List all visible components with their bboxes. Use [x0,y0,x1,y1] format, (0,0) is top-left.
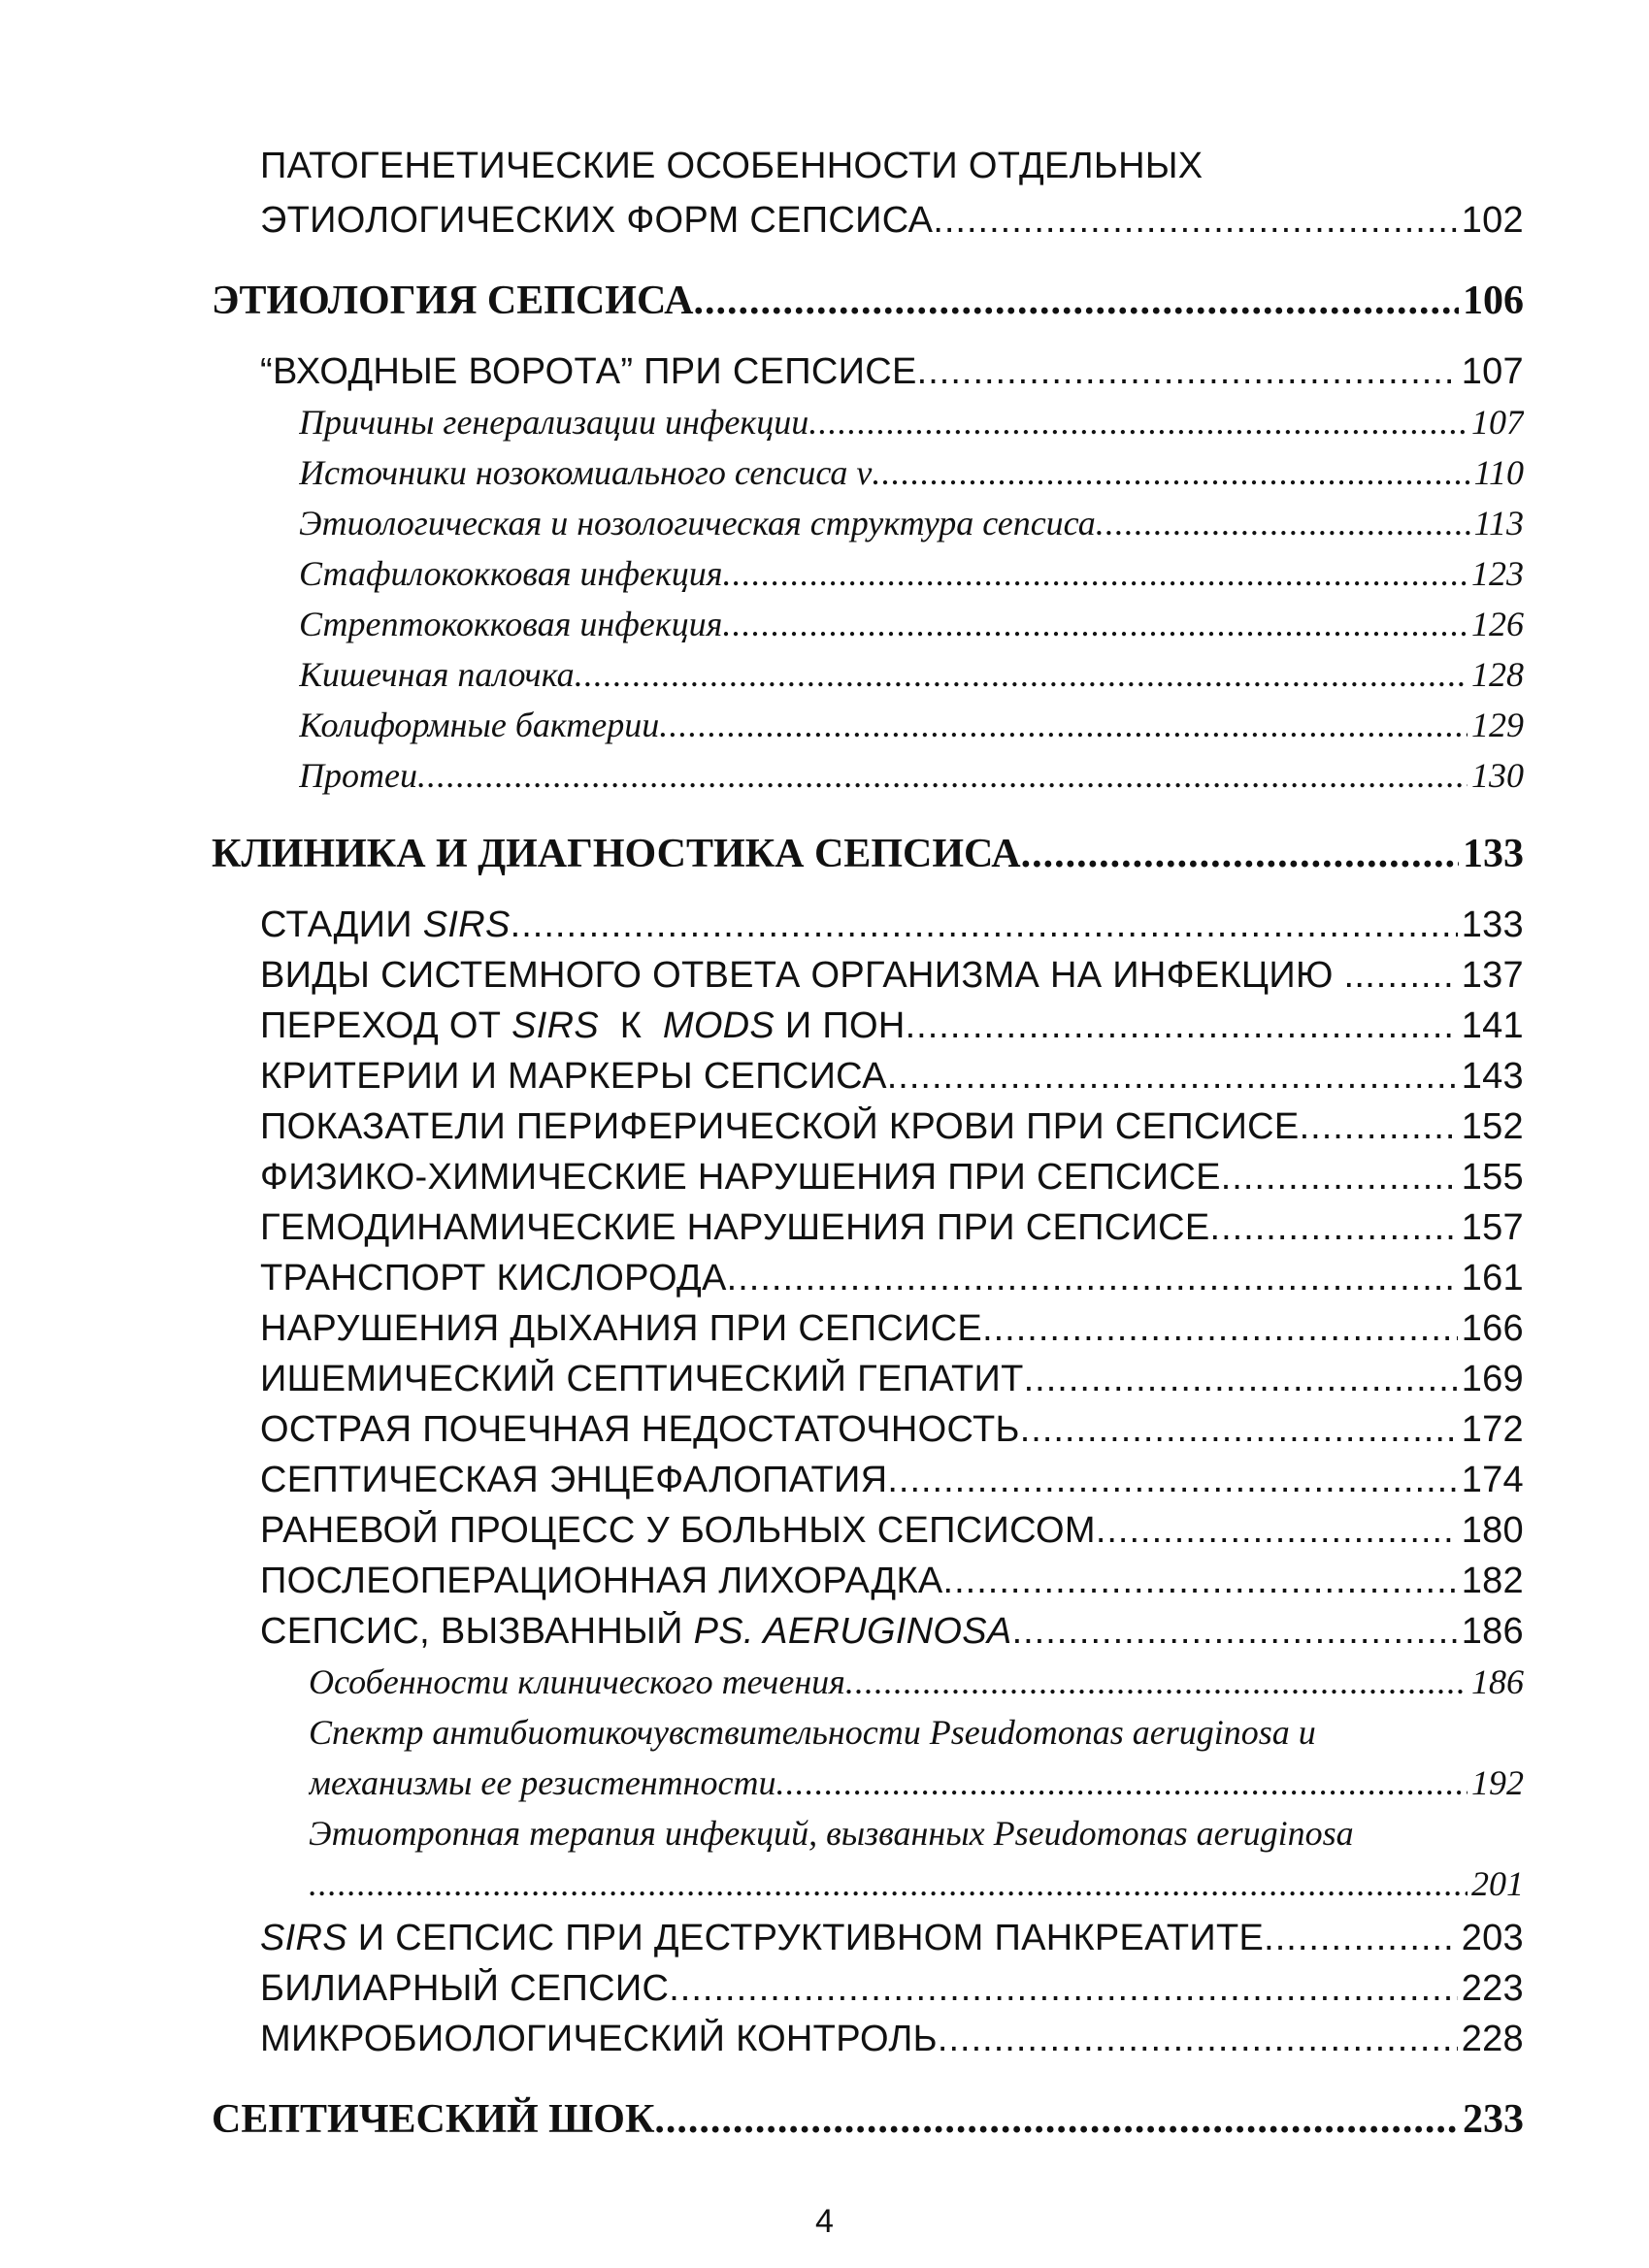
leader-dots [906,1005,1458,1047]
leader-dots [669,1968,1457,2010]
toc-page-number: 166 [1461,1308,1524,1349]
leader-dots [982,1308,1458,1350]
toc-subentry[interactable] [299,452,1524,493]
leader-dots [943,1561,1458,1602]
leader-dots [1024,1359,1458,1400]
toc-chapter-title: СЕПТИЧЕСКИЙ ШОК [212,2097,655,2142]
toc-chapter[interactable] [212,2096,1524,2143]
leader-dots [659,705,1468,745]
toc-subentry-title: Источники нозокомиального сепсиса v [299,453,873,492]
toc-entry[interactable] [260,1056,1524,1098]
toc-chapter[interactable] [212,831,1524,877]
leader-dots [694,278,1459,324]
toc-subentry-title: Стафилококковая инфекция [299,554,723,593]
toc-page-number: 203 [1461,1918,1524,1958]
toc-subentry-title: Причины генерализации инфекции [299,403,809,442]
toc-page-number: 155 [1461,1157,1524,1198]
leader-dots [808,402,1468,443]
toc-entry[interactable] [260,1308,1524,1350]
toc-subentry-line: Спектр антибиотикочувствительности Pseudomonas aeruginosa и [309,1713,1316,1752]
toc-entry-title: НАРУШЕНИЯ ДЫХАНИЯ ПРИ СЕПСИСЕ [260,1308,983,1349]
toc-entry-title: РАНЕВОЙ ПРОЦЕСС У БОЛЬНЫХ СЕПСИСОМ [260,1510,1096,1551]
toc-entry[interactable] [260,1258,1524,1299]
toc-subentry-title: Стрептококковая инфекция [299,605,723,643]
toc-page-number: 107 [1471,403,1524,442]
toc-entry-title: ТРАНСПОРТ КИСЛОРОДА [260,1258,727,1298]
leader-dots [575,654,1468,695]
toc-page-number: 157 [1461,1207,1524,1248]
toc-entry-title [260,1005,906,1047]
toc-entry-line: ПАТОГЕНЕТИЧЕСКИЕ ОСОБЕННОСТИ ОТДЕЛЬНЫХ [260,146,1204,186]
toc-chapter-title: ЭТИОЛОГИЯ СЕПСИСА [212,279,694,323]
toc-entry-title [260,1611,1012,1653]
toc-page-number: 152 [1461,1106,1524,1147]
toc-page-number: 126 [1471,605,1524,643]
toc-subentry-title: Кишечная палочка [299,655,575,694]
toc-page-number: 172 [1461,1409,1524,1450]
toc-chapter[interactable] [212,278,1524,324]
title-part-italic: SIRS [511,1005,599,1046]
toc-page-number: 107 [1461,351,1524,392]
leader-dots [1365,955,1457,997]
toc-page-number: 128 [1471,655,1524,694]
leader-dots [1096,1510,1458,1552]
title-part: И СЕПСИС ПРИ ДЕСТРУКТИВНОМ ПАНКРЕАТИТЕ [346,1918,1265,1958]
toc-entry[interactable] [260,1918,1524,1959]
toc-entry-title: ИШЕМИЧЕСКИЙ СЕПТИЧЕСКИЙ ГЕПАТИТ [260,1359,1024,1399]
toc-subentry[interactable] [309,1661,1524,1702]
toc-page-number: 141 [1461,1005,1524,1046]
toc-subentry-title: Протеи [299,756,417,795]
toc-entry[interactable] [260,1510,1524,1552]
toc-entry-title: ЭТИОЛОГИЧЕСКИХ ФОРМ СЕПСИСА [260,200,934,241]
toc-entry[interactable] [260,1409,1524,1451]
title-part: ПЕРЕХОД ОТ [260,1005,512,1046]
toc-subentry[interactable] [299,604,1524,644]
leader-dots [1021,831,1459,877]
leader-dots [417,755,1468,796]
toc-page-number: 186 [1471,1662,1524,1701]
title-part-italic: SIRS [260,1918,347,1958]
title-part: И ПОН [775,1005,906,1046]
toc-entry[interactable] [260,904,1524,946]
leader-dots [511,904,1458,946]
toc-page-number: 129 [1471,706,1524,744]
leader-dots [776,1762,1468,1803]
toc-entry-title: ПОКАЗАТЕЛИ ПЕРИФЕРИЧЕСКОЙ КРОВИ ПРИ СЕПСИСЕ [260,1106,1300,1147]
toc-entry-title: ФИЗИКО-ХИМИЧЕСКИЕ НАРУШЕНИЯ ПРИ СЕПСИСЕ [260,1157,1221,1198]
toc-subentry[interactable] [299,553,1524,594]
toc-page-number: 102 [1461,200,1524,241]
toc-page-number: 169 [1461,1359,1524,1399]
toc-chapter-title: КЛИНИКА И ДИАГНОСТИКА СЕПСИСА [212,832,1021,876]
toc-entry[interactable] [260,1561,1524,1602]
title-part: СТАДИИ [260,904,423,945]
title-part-italic: SIRS [422,904,511,945]
toc-page-number: 180 [1461,1510,1524,1551]
toc-entry[interactable] [260,1106,1524,1148]
toc-entry-title: СЕПТИЧЕСКАЯ ЭНЦЕФАЛОПАТИЯ [260,1460,888,1500]
toc-entry-title [260,1918,1264,1959]
toc-page-number: 106 [1463,279,1524,323]
toc-entry[interactable] [260,1460,1524,1501]
toc-entry[interactable] [260,2019,1524,2060]
toc-page-number: 133 [1461,904,1524,945]
toc-page-number: 123 [1471,554,1524,593]
leader-dots [845,1661,1468,1702]
toc-subentry[interactable] [299,503,1524,543]
leader-dots [1210,1207,1458,1249]
toc-subentry-title: Особенности клинического течения [309,1662,845,1701]
toc-entry[interactable] [260,1359,1524,1400]
toc-entry-title: ВИДЫ СИСТЕМНОГО ОТВЕТА ОРГАНИЗМА НА ИНФЕКЦИЮ .. [260,955,1366,996]
toc-subentry[interactable] [299,755,1524,796]
toc-subentry-title: механизмы ее резистентности [309,1763,776,1802]
title-part-italic: MODS [662,1005,775,1046]
leader-dots [933,200,1457,242]
toc-subentry-title: Колиформные бактерии [299,706,660,744]
toc-page-number: 143 [1461,1056,1524,1097]
toc-subentry-title: Этиологическая и нозологическая структура сепсиса [299,504,1096,542]
toc-page-number: 110 [1473,453,1524,492]
leader-dots [1221,1157,1458,1199]
leader-dots [887,1460,1457,1501]
toc-entry[interactable] [260,1005,1524,1047]
toc-entry-title: ПОСЛЕОПЕРАЦИОННАЯ ЛИХОРАДКА [260,1561,943,1601]
toc-page-number: 174 [1461,1460,1524,1500]
leader-dots [1096,503,1470,543]
leader-dots [887,1056,1458,1098]
toc-page-number: 192 [1471,1763,1524,1802]
title-part: СЕПСИС, ВЫЗВАННЫЙ [260,1611,694,1652]
toc-subentry[interactable] [299,654,1524,695]
toc-page-number: 113 [1473,504,1524,542]
toc-entry-title: БИЛИАРНЫЙ СЕПСИС [260,1968,670,2009]
toc-page-number: 233 [1463,2097,1524,2142]
toc-subentry[interactable] [299,402,1524,443]
leader-dots [309,1863,1468,1904]
leader-dots [1264,1918,1458,1959]
leader-dots [722,604,1468,644]
leader-dots [872,452,1469,493]
toc-entry[interactable] [260,955,1524,997]
toc-entry[interactable] [260,1207,1524,1249]
toc-subentry[interactable] [309,1762,1524,1803]
leader-dots [1012,1611,1458,1653]
toc-subentry[interactable] [299,705,1524,745]
toc-page-number: 161 [1461,1258,1524,1298]
leader-dots [917,351,1458,393]
toc-page-number: 223 [1461,1968,1524,2009]
toc-subentry-line: Этиотропная терапия инфекций, вызванных Pseudomonas aeruginosa [309,1814,1354,1853]
toc-page-number: 130 [1471,756,1524,795]
toc-entry-title [260,904,511,946]
toc-entry-title: “ВХОДНЫЕ ВОРОТА” ПРИ СЕПСИСЕ [260,351,917,392]
leader-dots [938,2019,1458,2060]
leader-dots [727,1258,1458,1299]
leader-dots [723,553,1468,594]
toc-subentry[interactable] [309,1863,1524,1904]
leader-dots [654,2096,1459,2143]
toc-entry[interactable] [260,200,1524,242]
title-part: К [598,1005,663,1046]
leader-dots [1300,1106,1458,1148]
toc-entry-title: ОСТРАЯ ПОЧЕЧНАЯ НЕДОСТАТОЧНОСТЬ [260,1409,1020,1450]
toc-page-number: 201 [1471,1864,1524,1903]
toc-entry-title: МИКРОБИОЛОГИЧЕСКИЙ КОНТРОЛЬ [260,2019,938,2059]
toc-page-number: 228 [1461,2019,1524,2059]
leader-dots [1020,1409,1458,1451]
toc-entry[interactable] [260,351,1524,393]
toc-page-number: 133 [1463,832,1524,876]
toc-page-number: 137 [1461,955,1524,996]
toc-page-number: 182 [1461,1561,1524,1601]
toc-entry-title: КРИТЕРИИ И МАРКЕРЫ СЕПСИСА [260,1056,887,1097]
toc-entry[interactable] [260,1611,1524,1653]
toc-entry-title: ГЕМОДИНАМИЧЕСКИЕ НАРУШЕНИЯ ПРИ СЕПСИСЕ [260,1207,1210,1248]
toc-entry[interactable] [260,1968,1524,2010]
toc-page-number: 186 [1461,1611,1524,1652]
page-number: 4 [815,2203,834,2240]
toc-entry[interactable] [260,1157,1524,1199]
title-part-italic: PS. AERUGINOSA [693,1611,1012,1652]
